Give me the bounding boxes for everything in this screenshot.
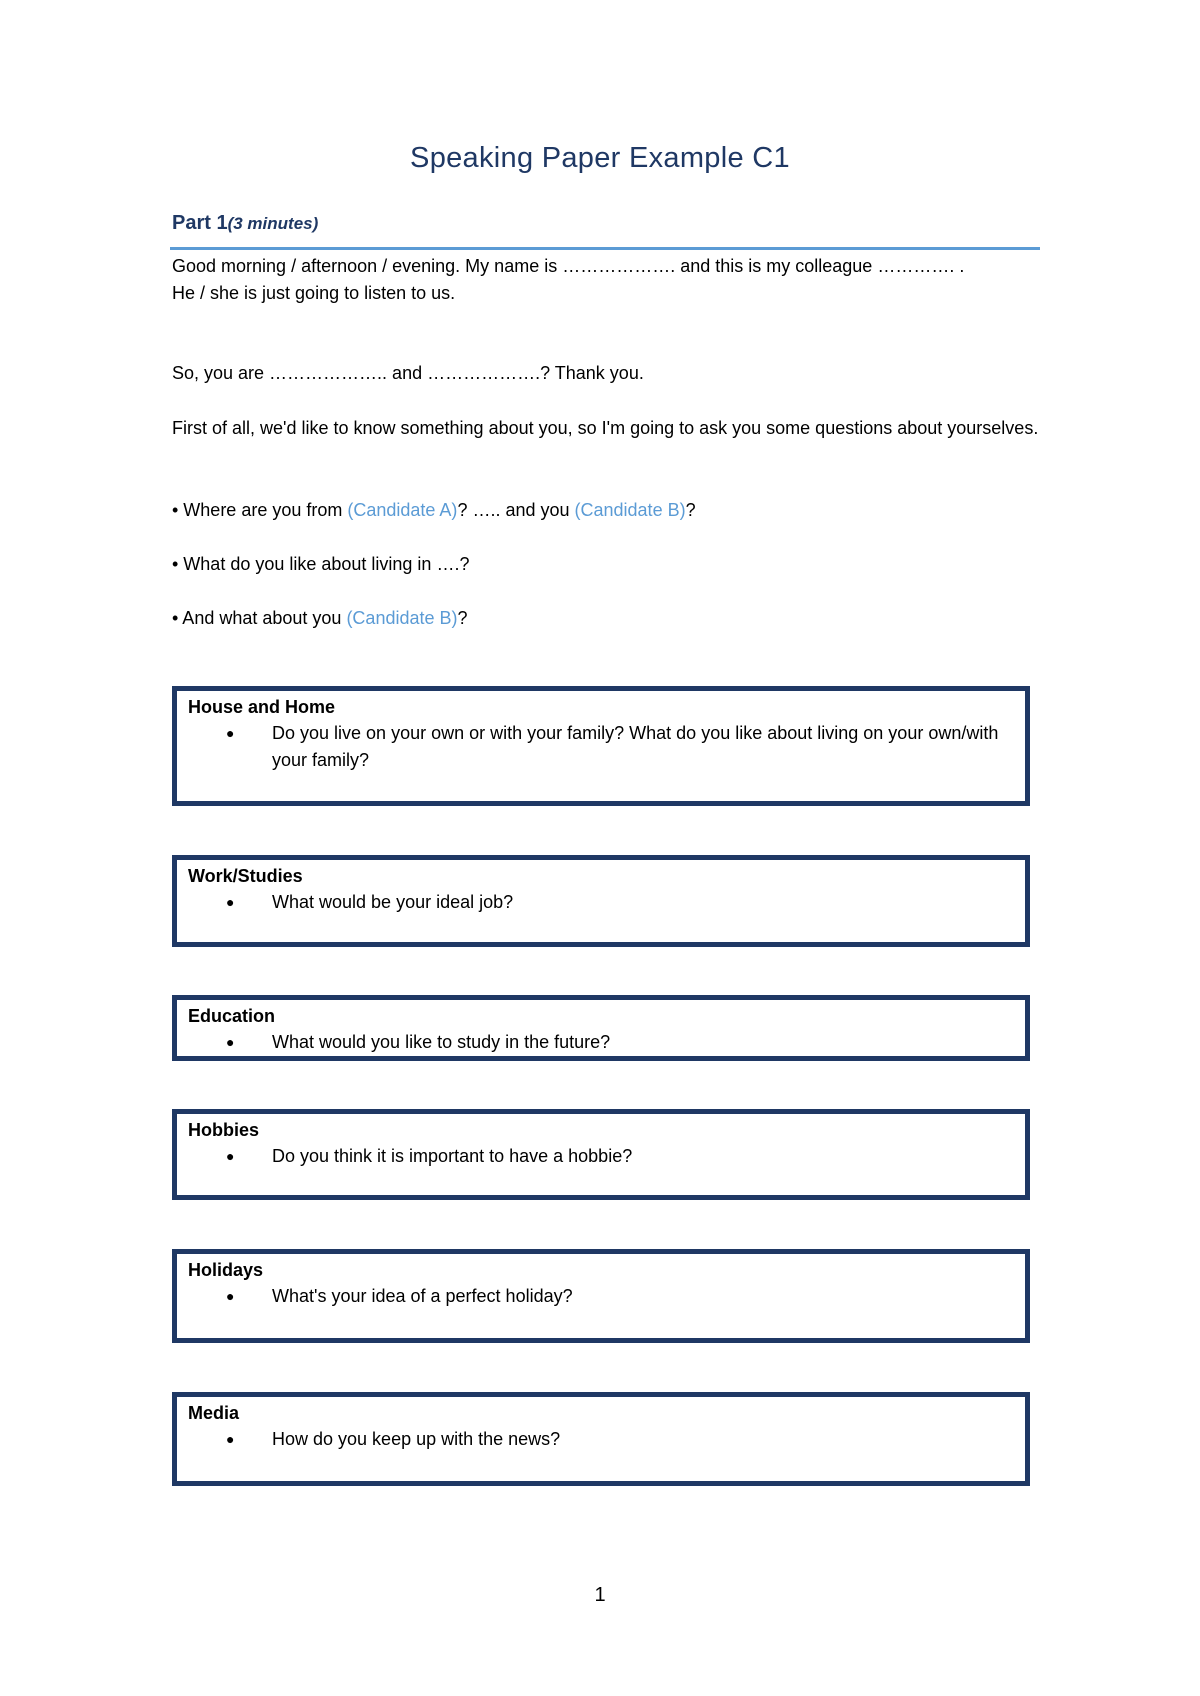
topic-title: Holidays xyxy=(188,1260,264,1280)
question-text: • And what about you xyxy=(172,608,347,628)
topic-title: House and Home xyxy=(188,697,336,717)
greeting-paragraph xyxy=(172,253,1042,307)
topic-question-text: Do you live on your own or with your family? What do you like about living on your own/with your family? xyxy=(272,723,999,770)
topic-box-education xyxy=(172,995,1030,1061)
topic-box-holidays xyxy=(172,1249,1030,1343)
topic-box-media xyxy=(172,1392,1030,1486)
topic-question xyxy=(188,1143,1014,1170)
confirm-names-paragraph: So, you are ……………….. and ……………….? Thank you. xyxy=(172,363,644,383)
page-title: Speaking Paper Example C1 xyxy=(410,142,790,174)
question-text: ? ….. and you xyxy=(457,500,575,520)
candidate-b-label: (Candidate B) xyxy=(574,500,686,520)
topic-box-work-studies xyxy=(172,855,1030,947)
topic-question-text: What would you like to study in the future? xyxy=(272,1032,611,1052)
question-text: ? xyxy=(685,500,696,520)
topic-question-text: How do you keep up with the news? xyxy=(272,1429,561,1449)
topic-question xyxy=(188,1029,1014,1056)
bullet-icon: ● xyxy=(226,1148,235,1164)
topic-title: Hobbies xyxy=(188,1120,260,1140)
bullet-icon: ● xyxy=(226,894,235,910)
topic-title: Media xyxy=(188,1403,240,1423)
topic-box-house-and-home xyxy=(172,686,1030,806)
part-divider xyxy=(170,247,1040,250)
opening-question-3 xyxy=(172,605,1042,632)
bullet-icon: ● xyxy=(226,1034,235,1050)
bullet-icon: ● xyxy=(226,1288,235,1304)
topic-box-hobbies xyxy=(172,1109,1030,1200)
bullet-icon: ● xyxy=(226,1431,235,1447)
question-text: • Where are you from xyxy=(172,500,348,520)
opening-question-1 xyxy=(172,497,1042,524)
candidate-b-label: (Candidate B) xyxy=(346,608,458,628)
topic-question-text: What's your idea of a perfect holiday? xyxy=(272,1286,573,1306)
part-heading xyxy=(172,212,318,235)
topic-title: Work/Studies xyxy=(188,866,303,886)
topic-title: Education xyxy=(188,1006,276,1026)
greeting-line-2: He / she is just going to listen to us. xyxy=(172,283,456,303)
topic-question xyxy=(188,889,1014,916)
topic-question-text: What would be your ideal job? xyxy=(272,892,514,912)
topic-question xyxy=(188,1283,1014,1310)
opening-question-2: • What do you like about living in ….? xyxy=(172,554,470,574)
greeting-line-1: Good morning / afternoon / evening. My name is ………………. and this is my colleague …………. . xyxy=(172,256,965,276)
first-of-all-paragraph: First of all, we'd like to know something about you, so I'm going to ask you some questions about yourselves. xyxy=(172,418,1039,438)
bullet-icon: ● xyxy=(226,725,235,741)
topic-question xyxy=(188,720,1014,774)
part-label: Part 1 xyxy=(172,212,228,234)
topic-question-text: Do you think it is important to have a hobbie? xyxy=(272,1146,633,1166)
topic-question xyxy=(188,1426,1014,1453)
page-number: 1 xyxy=(594,1584,606,1606)
part-duration: (3 minutes) xyxy=(227,214,319,233)
candidate-a-label: (Candidate A) xyxy=(347,500,458,520)
question-text: ? xyxy=(457,608,468,628)
